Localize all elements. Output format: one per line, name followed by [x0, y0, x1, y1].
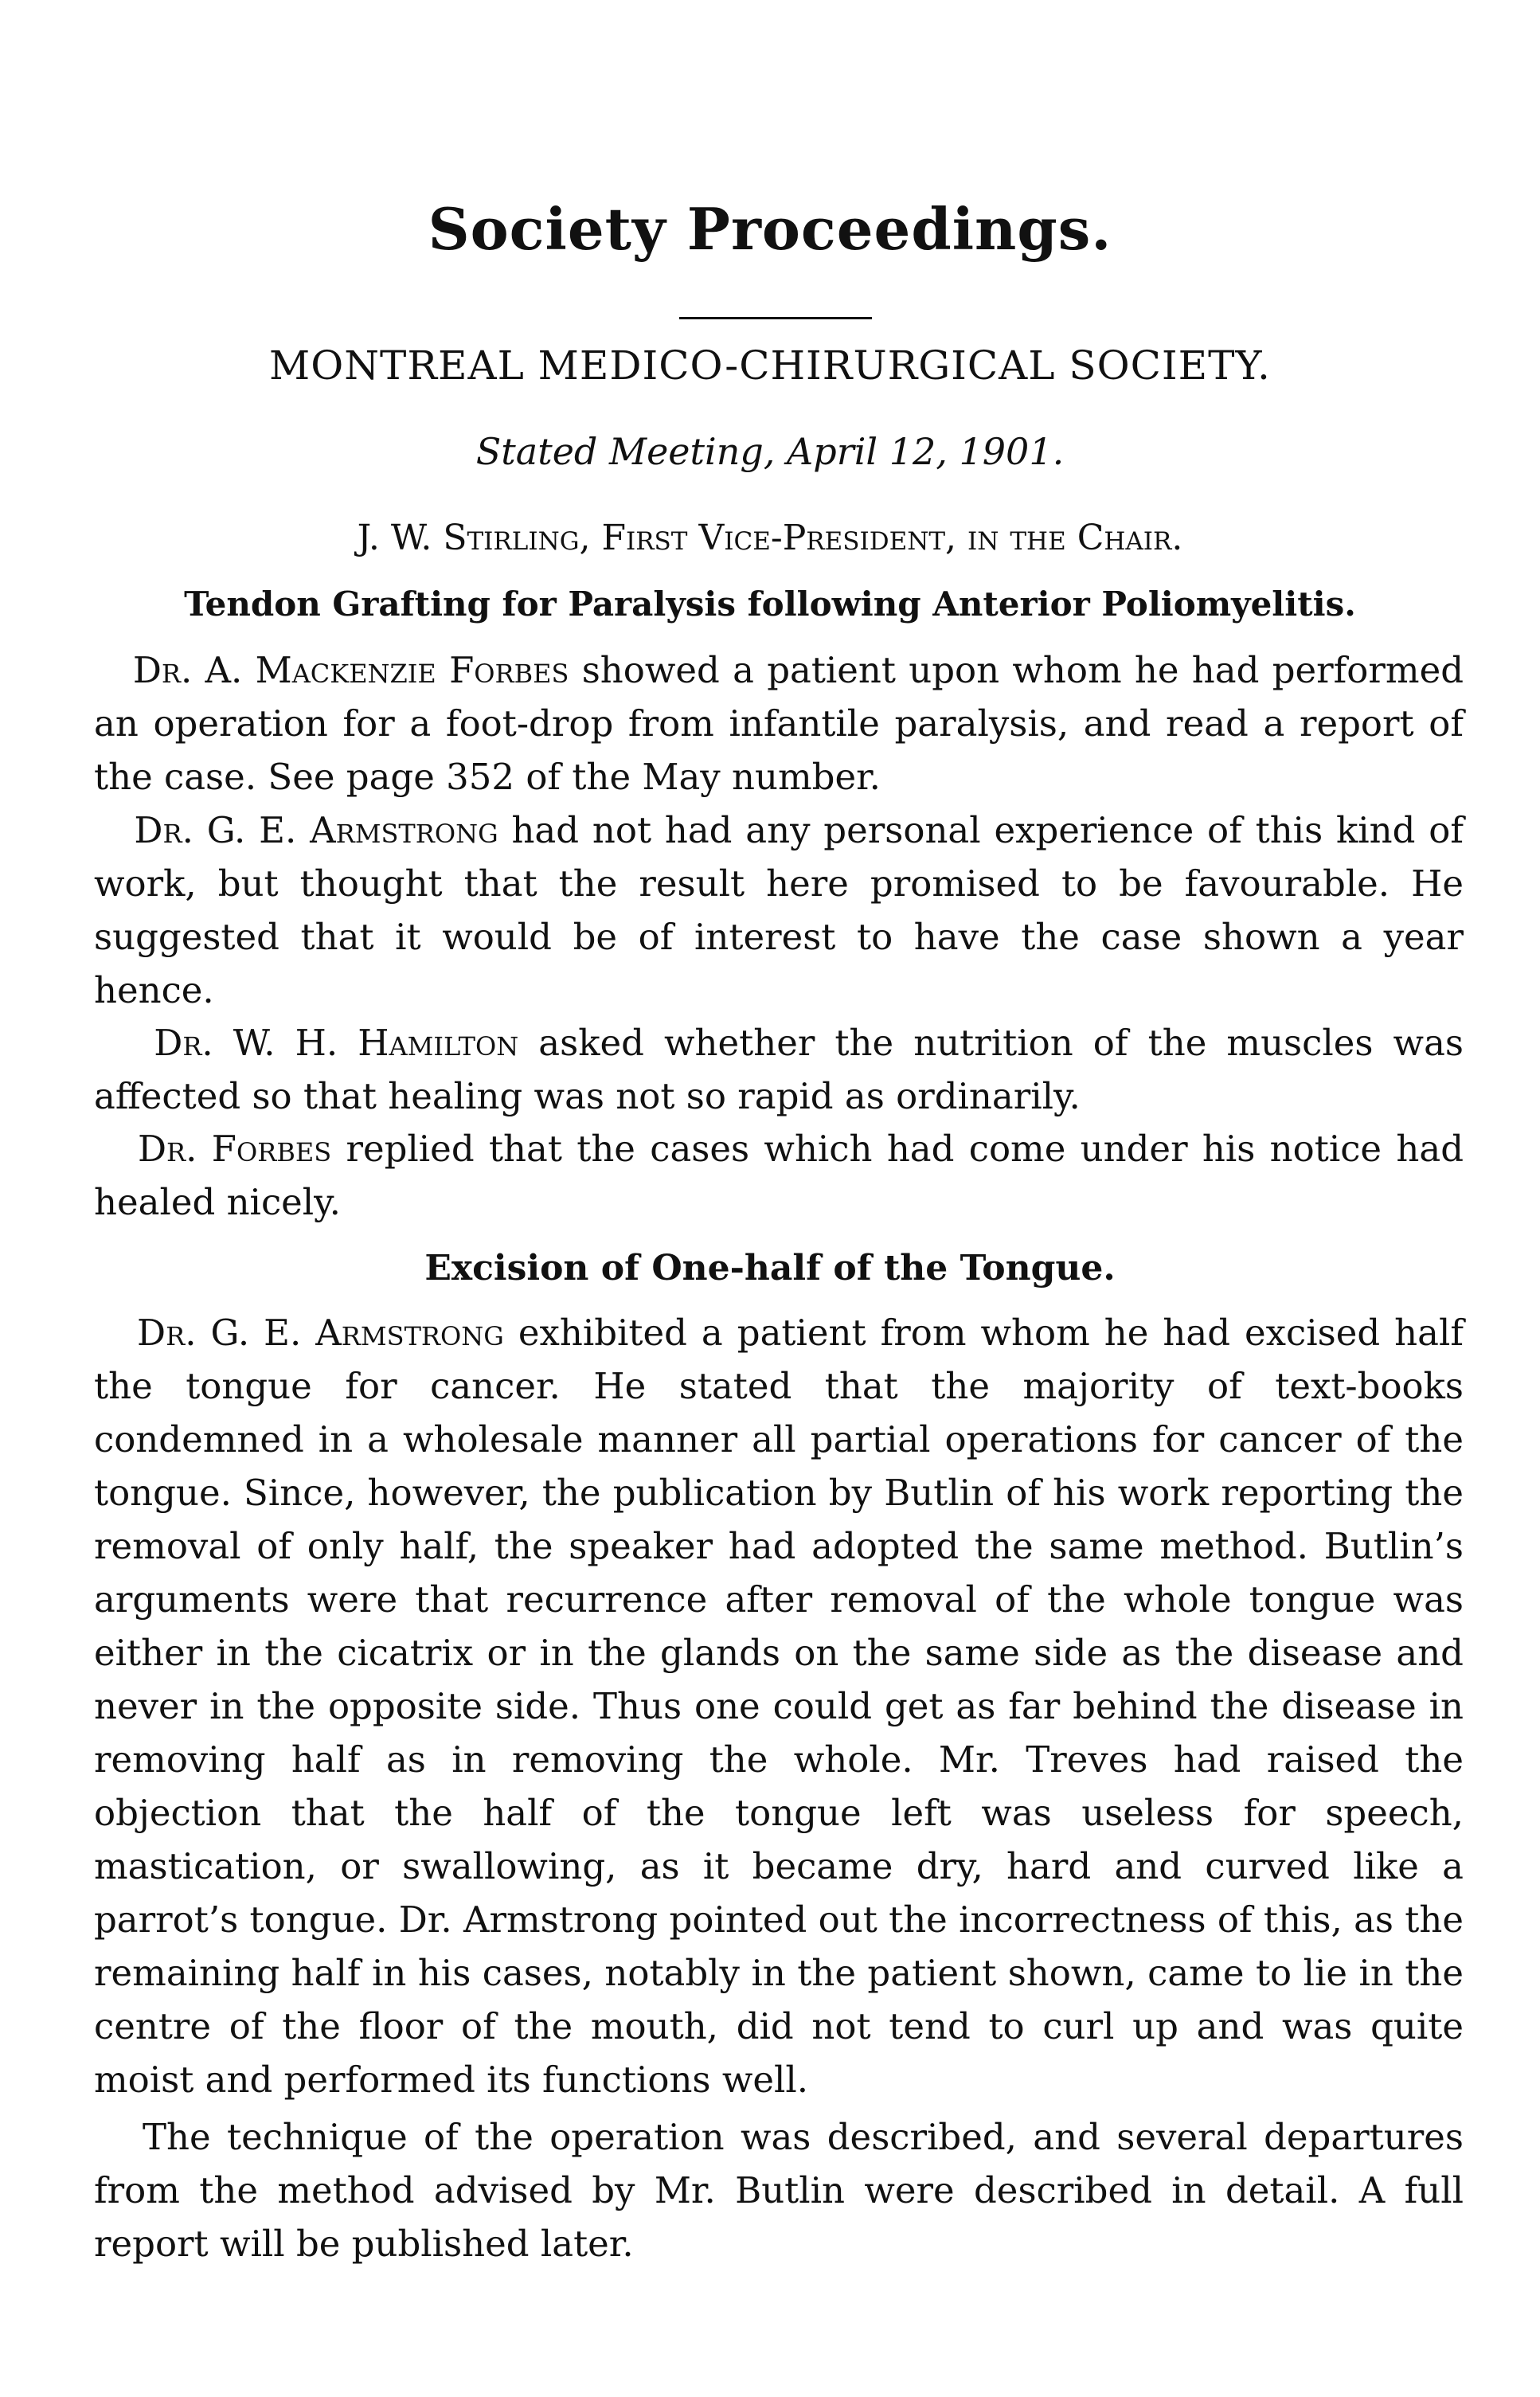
paragraph-text: The technique of the operation was described, and several departures from the method advised by Mr. Butlin were described in detail. A full report will be published later.: [94, 2116, 1464, 2265]
paragraph: [94, 804, 1464, 1017]
title-divider: [679, 317, 872, 319]
article-title: Tendon Grafting for Paralysis following Anterior Poliomyelitis.: [184, 585, 1356, 624]
paragraph: [94, 643, 1464, 804]
paragraph-text: asked whether the nutrition of the muscles was affected so that healing was not so rapid as ordinarily.: [94, 1022, 1464, 1117]
meeting-date-line: Stated Meeting, April 12, 1901.: [475, 430, 1065, 473]
paragraph: [94, 1122, 1464, 1229]
paragraph: [94, 2110, 1464, 2270]
speaker-name: Dr. W. H. Hamilton: [154, 1022, 519, 1064]
article-title: Excision of One-half of the Tongue.: [424, 1248, 1116, 1288]
paragraph-text: showed a patient upon whom he had performed an operation for a foot-drop from infantile paralysis, and read a report of the case. See page 352 of the May number.: [94, 649, 1464, 798]
organization-name: MONTREAL MEDICO-CHIRURGICAL SOCIETY.: [269, 342, 1271, 389]
paragraph-text: had not had any personal experience of this kind of work, but thought that the result here promised to be favourable. He suggested that it would be of interest to have the case shown a year hence.: [94, 809, 1464, 1011]
section-heading: Society Proceedings.: [428, 195, 1112, 263]
paragraph: [94, 1016, 1464, 1123]
speaker-name: Dr. G. E. Armstrong: [134, 809, 498, 851]
paragraph-text: exhibited a patient from whom he had excised half the tongue for cancer. He stated that the majority of text-books condemned in a wholesale manner all partial operations for cancer of the tongue. Since, however, the publication by Butlin of his work reporting the removal of only half, the speaker had adopted the same method. Butlin’s arguments were that recurrence after removal of the whole tongue was either in the cicatrix or in the glands on the same side as the disease and never in the opposite side. Thus one could get as far behind the disease in removing half as in removing the whole. Mr. Treves had raised the objection that the half of the tongue left was useless for speech, mastication, or swallowing, as it became dry, hard and curved like a parrot’s tongue. Dr. Armstrong pointed out the incorrectness of this, as the remaining half in his cases, notably in the patient shown, came to lie in the centre of the floor of the mouth, did not tend to curl up and was quite moist and performed its functions well.: [94, 1312, 1464, 2101]
chair-line: J. W. Stirling, First Vice-President, in the Chair.: [357, 518, 1183, 558]
paragraph: [94, 1306, 1464, 2106]
paragraph-text: replied that the cases which had come under his notice had healed nicely.: [94, 1128, 1464, 1223]
speaker-name: Dr. A. Mackenzie Forbes: [132, 649, 569, 691]
speaker-name: Dr. Forbes: [137, 1128, 332, 1170]
speaker-name: Dr. G. E. Armstrong: [137, 1312, 504, 1354]
